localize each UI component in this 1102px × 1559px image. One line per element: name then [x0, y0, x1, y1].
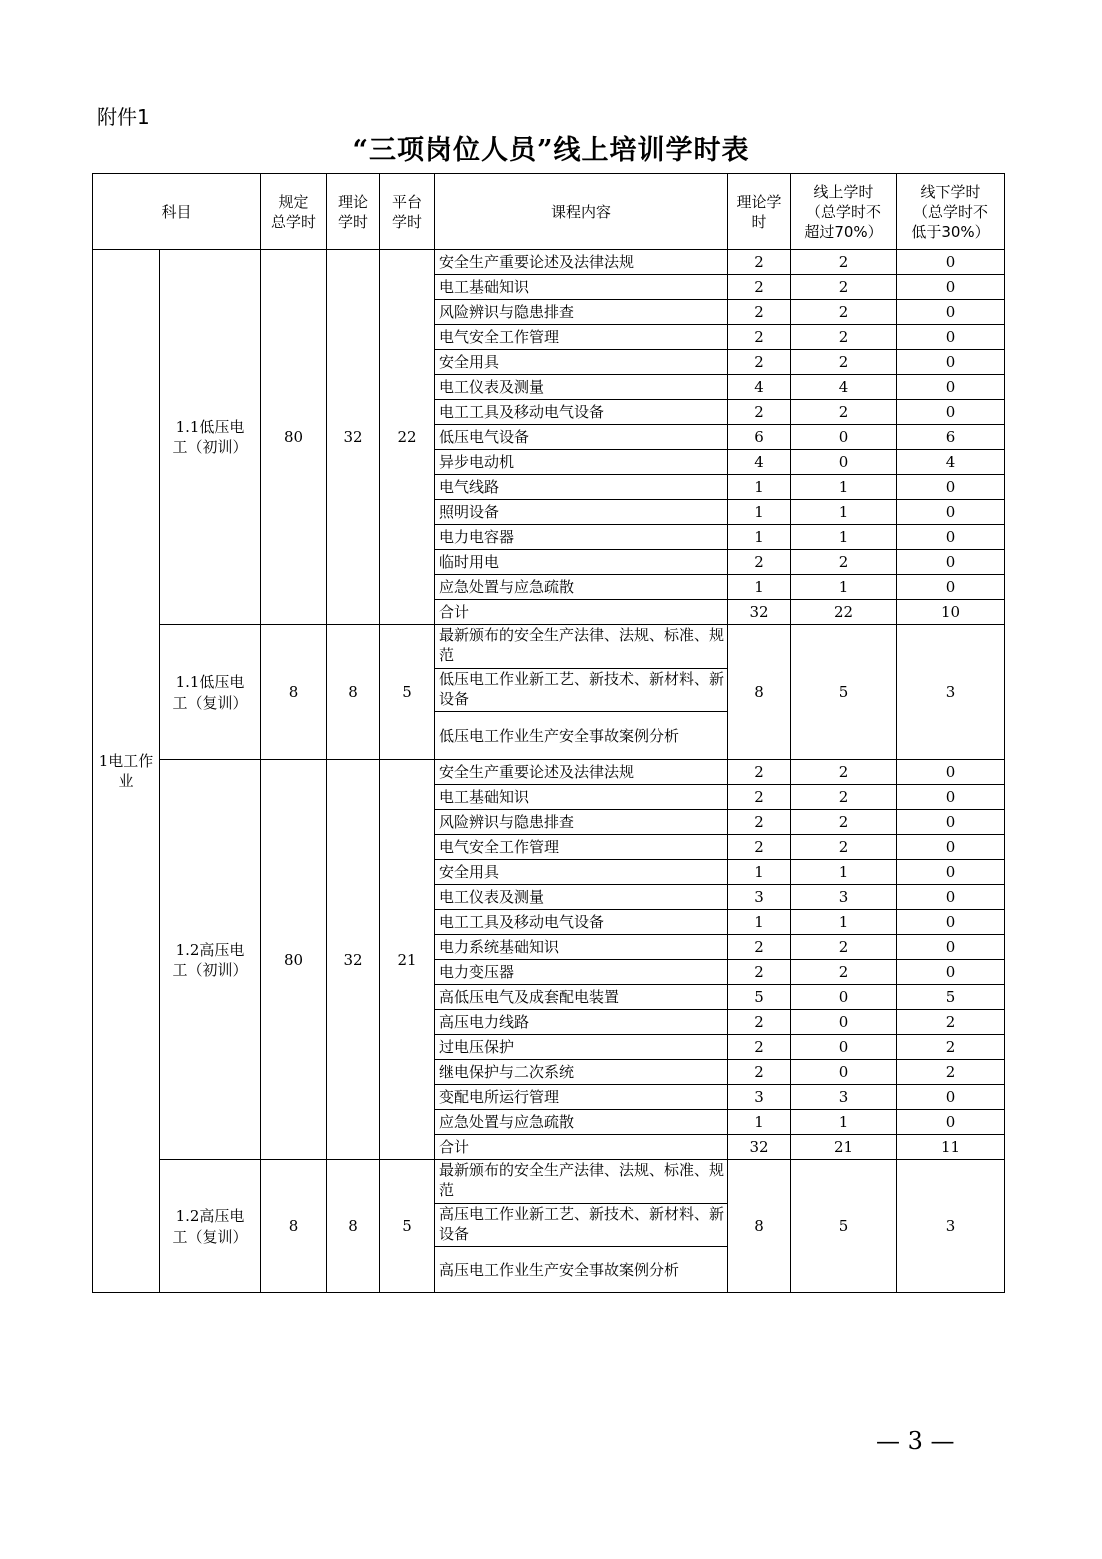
course-offline-hours: 2	[897, 1060, 1005, 1085]
course-cell: 照明设备	[435, 500, 728, 525]
course-cell: 高低压电气及成套配电装置	[435, 985, 728, 1010]
course-online-hours: 2	[791, 960, 897, 985]
theory-hours-cell: 8	[327, 1160, 380, 1293]
block-label: 1.2高压电 工（初训）	[160, 760, 261, 1160]
course-theory-hours: 3	[728, 1085, 791, 1110]
course-offline-hours: 2	[897, 1035, 1005, 1060]
course-offline-hours: 0	[897, 760, 1005, 785]
course-item: 最新颁布的安全生产法律、法规、标准、规范	[439, 1161, 725, 1199]
course-online-hours: 2	[791, 810, 897, 835]
header-platform: 平台 学时	[380, 174, 435, 250]
header-online: 线上学时 （总学时不 超过70%）	[791, 174, 897, 250]
course-online-hours: 0	[791, 985, 897, 1010]
course-cell: 变配电所运行管理	[435, 1085, 728, 1110]
attachment-label: 附件1	[97, 105, 150, 129]
course-theory-hours: 32	[728, 600, 791, 625]
course-online-hours: 3	[791, 885, 897, 910]
page-number: — 3 —	[876, 1427, 955, 1455]
total-hours-cell: 80	[261, 760, 327, 1160]
course-cell: 继电保护与二次系统	[435, 1060, 728, 1085]
course-online-hours: 0	[791, 425, 897, 450]
course-offline-hours: 0	[897, 575, 1005, 600]
course-theory-hours: 2	[728, 760, 791, 785]
header-row	[93, 174, 1005, 250]
course-theory-hours: 2	[728, 835, 791, 860]
course-online-hours: 0	[791, 1060, 897, 1085]
total-hours-cell: 80	[261, 250, 327, 625]
course-cell: 过电压保护	[435, 1035, 728, 1060]
theory-hours-cell: 32	[327, 250, 380, 625]
course-theory-hours: 2	[728, 300, 791, 325]
table-row	[93, 625, 1005, 760]
course-online-hours: 2	[791, 350, 897, 375]
course-cell: 安全用具	[435, 860, 728, 885]
table-row	[93, 250, 1005, 275]
course-cell: 安全生产重要论述及法律法规	[435, 760, 728, 785]
header-content: 课程内容	[435, 174, 728, 250]
course-online-hours: 0	[791, 450, 897, 475]
course-online-hours: 1	[791, 525, 897, 550]
course-online-hours: 1	[791, 575, 897, 600]
course-offline-hours: 0	[897, 475, 1005, 500]
course-theory-hours: 2	[728, 810, 791, 835]
course-offline-hours: 0	[897, 325, 1005, 350]
course-theory-hours: 1	[728, 500, 791, 525]
course-theory-hours: 2	[728, 275, 791, 300]
course-cell: 风险辨识与隐患排查	[435, 810, 728, 835]
course-offline-hours: 0	[897, 935, 1005, 960]
course-cell: 合计	[435, 600, 728, 625]
course-online-hours: 1	[791, 475, 897, 500]
course-online-hours: 5	[791, 625, 897, 760]
course-cell: 电工工具及移动电气设备	[435, 400, 728, 425]
course-cell: 电力系统基础知识	[435, 935, 728, 960]
course-cell: 电工仪表及测量	[435, 885, 728, 910]
course-online-hours: 4	[791, 375, 897, 400]
course-online-hours: 1	[791, 500, 897, 525]
course-online-hours: 2	[791, 300, 897, 325]
course-theory-hours: 1	[728, 910, 791, 935]
course-offline-hours: 0	[897, 785, 1005, 810]
course-online-hours: 1	[791, 910, 897, 935]
course-theory-hours: 2	[728, 1035, 791, 1060]
block-label: 1.1低压电 工（复训）	[160, 625, 261, 760]
course-cell: 安全生产重要论述及法律法规	[435, 250, 728, 275]
course-offline-hours: 0	[897, 375, 1005, 400]
platform-hours-cell: 21	[380, 760, 435, 1160]
course-item: 高压电工作业新工艺、新技术、新材料、新设备	[435, 1203, 727, 1246]
course-online-hours: 2	[791, 250, 897, 275]
course-offline-hours: 0	[897, 835, 1005, 860]
course-theory-hours: 2	[728, 550, 791, 575]
course-list-cell	[435, 1160, 728, 1293]
total-hours-cell: 8	[261, 1160, 327, 1293]
theory-hours-cell: 32	[327, 760, 380, 1160]
course-offline-hours: 0	[897, 910, 1005, 935]
course-theory-hours: 2	[728, 400, 791, 425]
course-cell: 电工基础知识	[435, 275, 728, 300]
course-cell: 异步电动机	[435, 450, 728, 475]
course-cell: 电力变压器	[435, 960, 728, 985]
course-theory-hours: 3	[728, 885, 791, 910]
course-online-hours: 2	[791, 935, 897, 960]
training-hours-table	[92, 173, 1005, 1293]
course-item: 低压电工作业生产安全事故案例分析	[435, 711, 727, 759]
header-offline: 线下学时 （总学时不 低于30%）	[897, 174, 1005, 250]
course-offline-hours: 0	[897, 400, 1005, 425]
course-offline-hours: 0	[897, 250, 1005, 275]
course-cell: 安全用具	[435, 350, 728, 375]
course-theory-hours: 4	[728, 375, 791, 400]
course-theory-hours: 4	[728, 450, 791, 475]
course-cell: 风险辨识与隐患排查	[435, 300, 728, 325]
course-cell: 应急处置与应急疏散	[435, 575, 728, 600]
course-online-hours: 2	[791, 275, 897, 300]
course-item: 高压电工作业生产安全事故案例分析	[435, 1246, 727, 1292]
course-online-hours: 22	[791, 600, 897, 625]
course-online-hours: 2	[791, 785, 897, 810]
course-offline-hours: 0	[897, 350, 1005, 375]
course-theory-hours: 2	[728, 785, 791, 810]
platform-hours-cell: 5	[380, 625, 435, 760]
course-theory-hours: 32	[728, 1135, 791, 1160]
course-cell: 电气线路	[435, 475, 728, 500]
course-online-hours: 1	[791, 860, 897, 885]
course-cell: 电气安全工作管理	[435, 835, 728, 860]
course-offline-hours: 0	[897, 525, 1005, 550]
course-offline-hours: 0	[897, 810, 1005, 835]
course-offline-hours: 0	[897, 860, 1005, 885]
course-cell: 合计	[435, 1135, 728, 1160]
table-row	[93, 1160, 1005, 1293]
course-theory-hours: 1	[728, 1110, 791, 1135]
header-total: 规定 总学时	[261, 174, 327, 250]
course-offline-hours: 0	[897, 275, 1005, 300]
course-online-hours: 0	[791, 1010, 897, 1035]
course-offline-hours: 0	[897, 885, 1005, 910]
course-item: 最新颁布的安全生产法律、法规、标准、规范	[439, 626, 725, 664]
course-offline-hours: 3	[897, 1160, 1005, 1293]
platform-hours-cell: 5	[380, 1160, 435, 1293]
course-offline-hours: 0	[897, 1085, 1005, 1110]
course-online-hours: 0	[791, 1035, 897, 1060]
course-theory-hours: 1	[728, 525, 791, 550]
course-online-hours: 5	[791, 1160, 897, 1293]
course-offline-hours: 11	[897, 1135, 1005, 1160]
course-offline-hours: 5	[897, 985, 1005, 1010]
category-cell: 1电工作 业	[93, 250, 160, 1293]
course-cell: 应急处置与应急疏散	[435, 1110, 728, 1135]
course-offline-hours: 2	[897, 1010, 1005, 1035]
course-offline-hours: 0	[897, 550, 1005, 575]
course-cell: 低压电气设备	[435, 425, 728, 450]
course-offline-hours: 0	[897, 1110, 1005, 1135]
course-cell: 电工基础知识	[435, 785, 728, 810]
course-theory-hours: 1	[728, 860, 791, 885]
course-cell: 临时用电	[435, 550, 728, 575]
course-theory-hours: 8	[728, 625, 791, 760]
course-online-hours: 2	[791, 400, 897, 425]
header-subject: 科目	[93, 174, 261, 250]
block-label: 1.2高压电 工（复训）	[160, 1160, 261, 1293]
course-offline-hours: 0	[897, 960, 1005, 985]
course-online-hours: 1	[791, 1110, 897, 1135]
course-online-hours: 21	[791, 1135, 897, 1160]
total-hours-cell: 8	[261, 625, 327, 760]
theory-hours-cell: 8	[327, 625, 380, 760]
course-cell: 电工仪表及测量	[435, 375, 728, 400]
course-theory-hours: 6	[728, 425, 791, 450]
course-theory-hours: 2	[728, 960, 791, 985]
header-theory: 理论 学时	[327, 174, 380, 250]
page-title: “三项岗位人员”线上培训学时表	[352, 135, 750, 166]
course-offline-hours: 0	[897, 300, 1005, 325]
platform-hours-cell: 22	[380, 250, 435, 625]
course-theory-hours: 2	[728, 935, 791, 960]
course-online-hours: 2	[791, 760, 897, 785]
course-cell: 高压电力线路	[435, 1010, 728, 1035]
course-cell: 电力电容器	[435, 525, 728, 550]
course-theory-hours: 1	[728, 475, 791, 500]
course-item: 低压电工作业新工艺、新技术、新材料、新设备	[435, 668, 727, 711]
course-cell: 电工工具及移动电气设备	[435, 910, 728, 935]
course-theory-hours: 2	[728, 1010, 791, 1035]
course-online-hours: 2	[791, 550, 897, 575]
block-label: 1.1低压电 工（初训）	[160, 250, 261, 625]
course-theory-hours: 8	[728, 1160, 791, 1293]
header-theory-hours: 理论学 时	[728, 174, 791, 250]
course-offline-hours: 4	[897, 450, 1005, 475]
course-online-hours: 3	[791, 1085, 897, 1110]
course-list-cell	[435, 625, 728, 760]
course-theory-hours: 2	[728, 250, 791, 275]
course-cell: 电气安全工作管理	[435, 325, 728, 350]
course-online-hours: 2	[791, 325, 897, 350]
course-theory-hours: 2	[728, 1060, 791, 1085]
course-offline-hours: 3	[897, 625, 1005, 760]
course-theory-hours: 1	[728, 575, 791, 600]
course-offline-hours: 6	[897, 425, 1005, 450]
course-theory-hours: 2	[728, 350, 791, 375]
course-online-hours: 2	[791, 835, 897, 860]
course-offline-hours: 10	[897, 600, 1005, 625]
course-theory-hours: 2	[728, 325, 791, 350]
table-row	[93, 760, 1005, 785]
course-theory-hours: 5	[728, 985, 791, 1010]
course-offline-hours: 0	[897, 500, 1005, 525]
